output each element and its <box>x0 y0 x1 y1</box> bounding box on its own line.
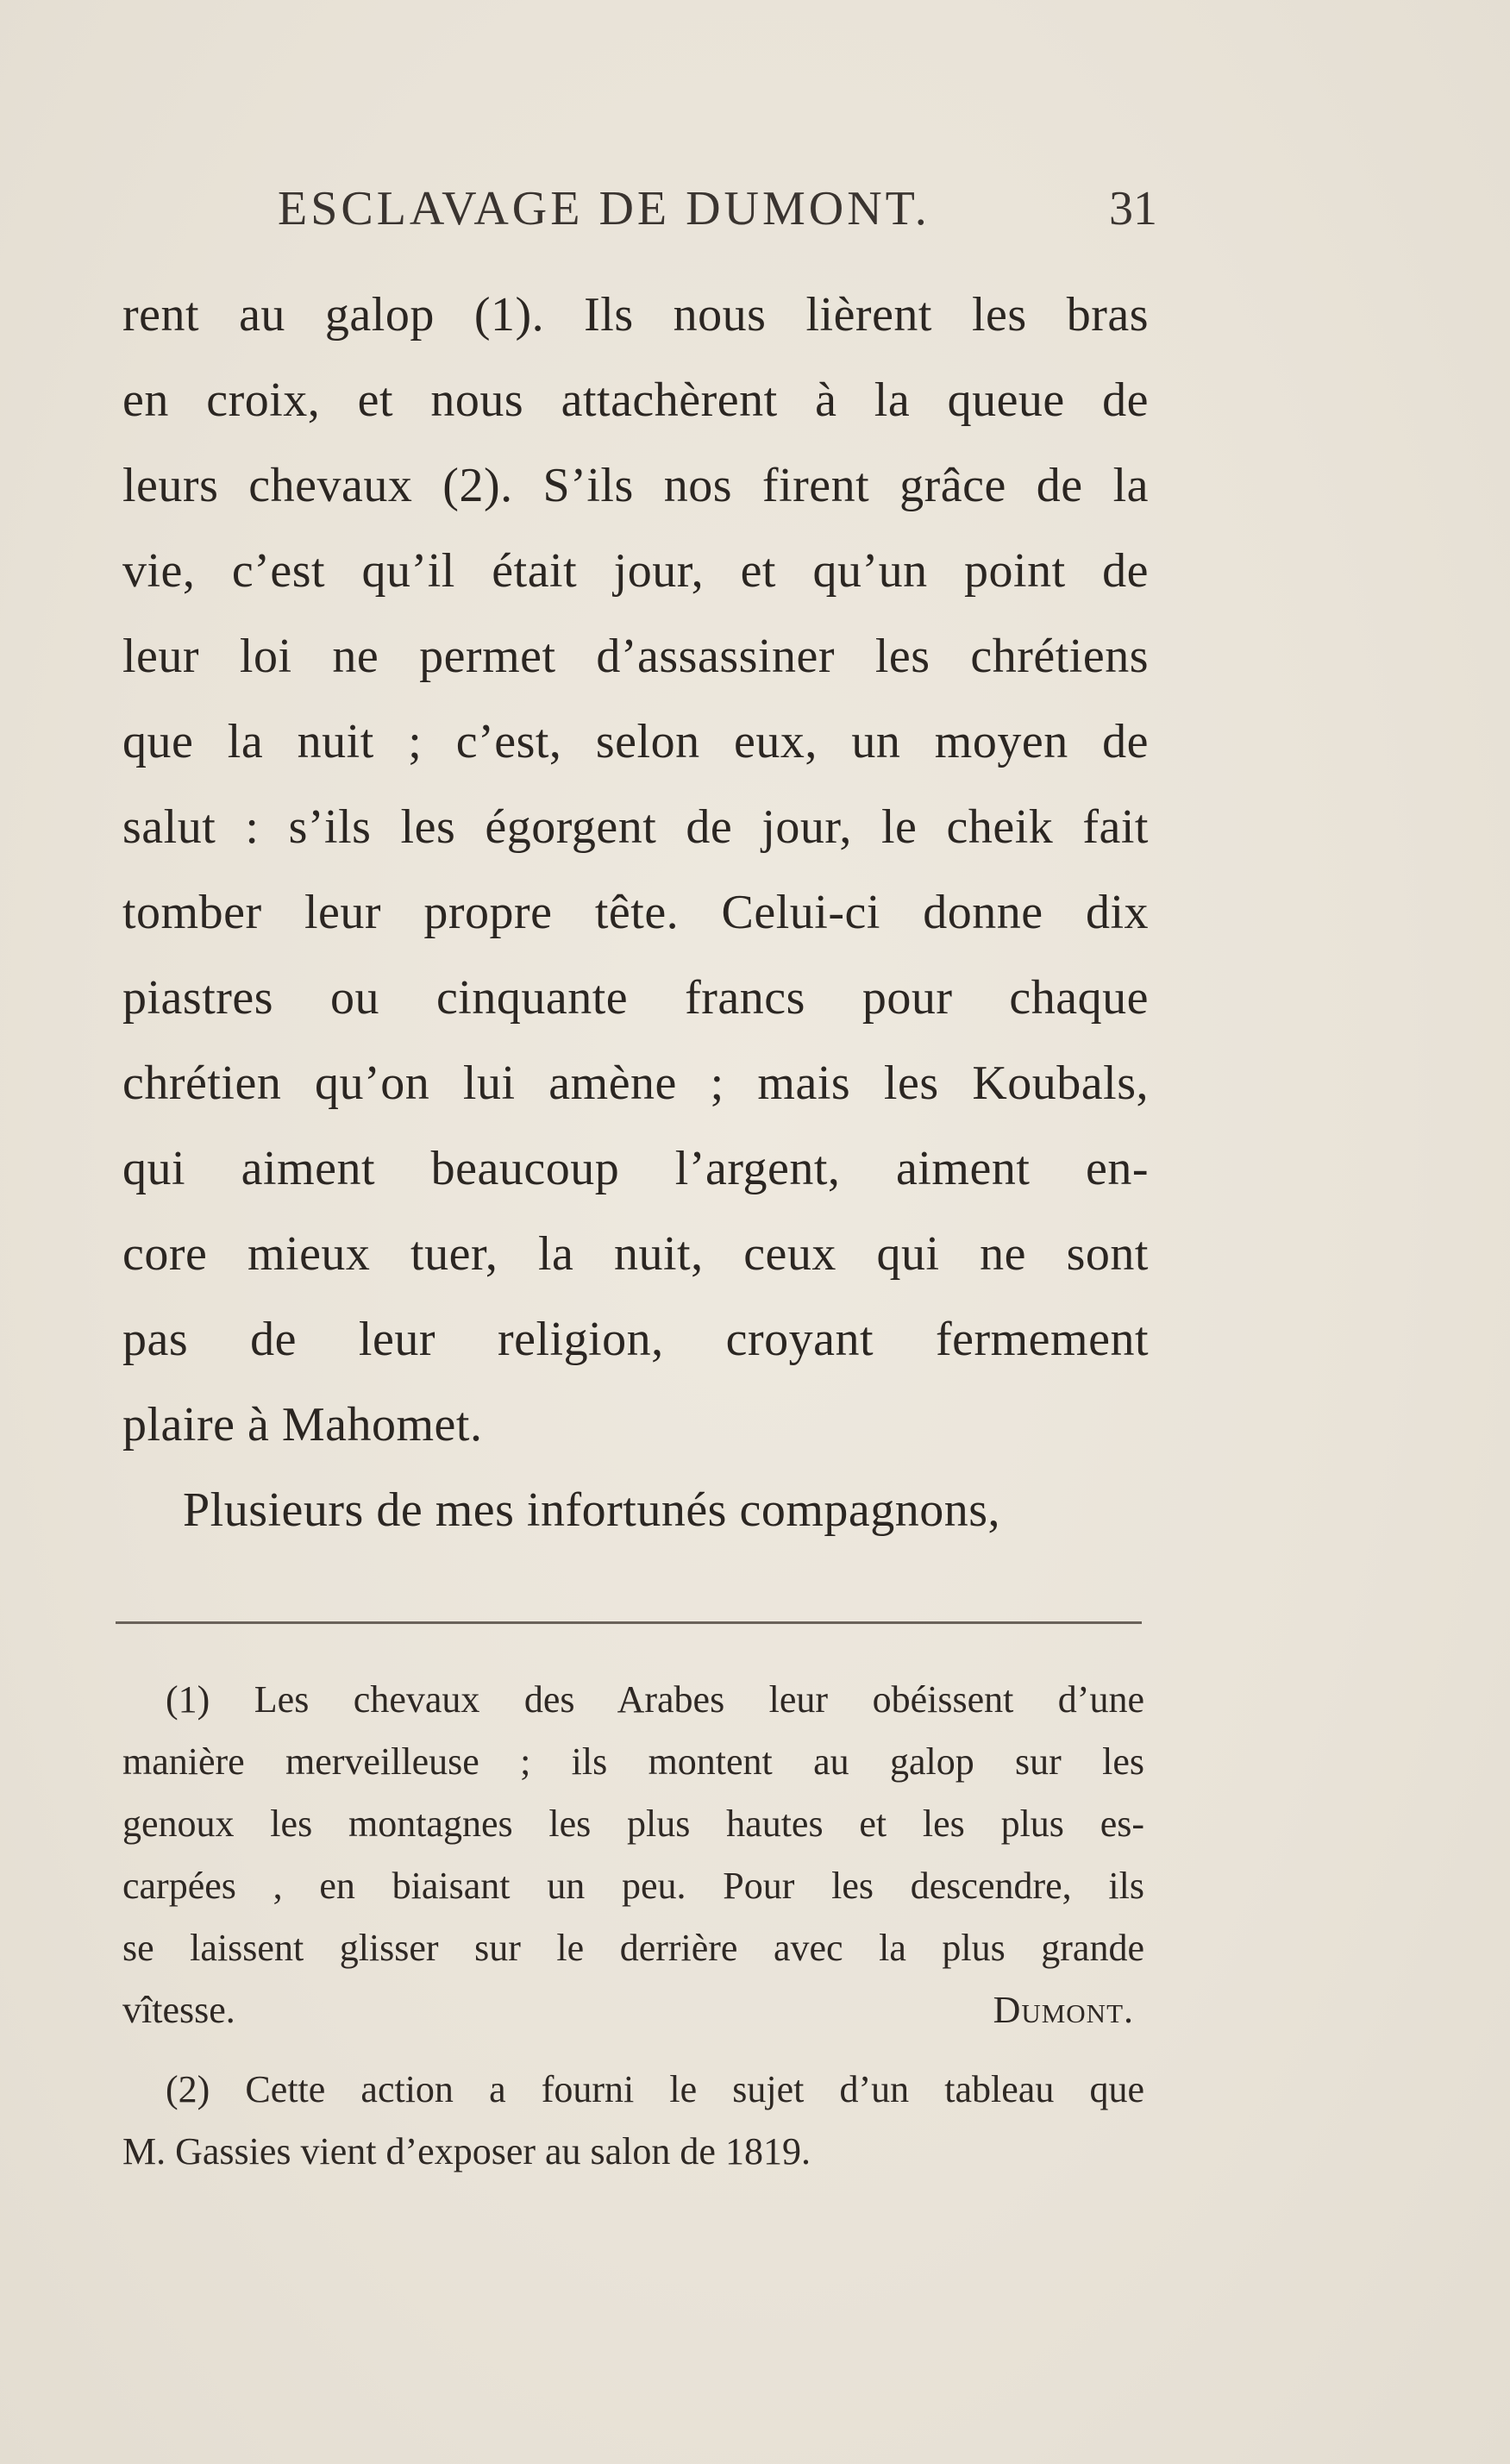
text-line: que la nuit ; c’est, selon eux, un moyen de <box>122 715 1149 768</box>
footnote-line: (2) Cette action a fourni le sujet d’un tableau que <box>166 2068 1144 2110</box>
text-line: qui aiment beaucoup l’argent, aiment en- <box>122 1142 1149 1195</box>
footnote-signature: Dumont. <box>993 1989 1134 2031</box>
footnote-line: carpées , en biaisant un peu. Pour les descendre, ils <box>122 1865 1144 1907</box>
page-number: 31 <box>1109 182 1157 235</box>
footnote-line: manière merveilleuse ; ils montent au galop sur les <box>122 1740 1144 1783</box>
text-line: plaire à Mahomet. <box>122 1398 483 1451</box>
text-line: rent au galop (1). Ils nous lièrent les bras <box>122 288 1149 342</box>
text-line: core mieux tuer, la nuit, ceux qui ne sont <box>122 1227 1149 1281</box>
footnote-signature-line <box>122 1979 1144 2041</box>
footnote-line: vîtesse. <box>122 1989 235 2031</box>
text-line: salut : s’ils les égorgent de jour, le cheik fait <box>122 800 1149 854</box>
text-line: pas de leur religion, croyant fermement <box>122 1313 1149 1366</box>
text-line: Plusieurs de mes infortunés compagnons, <box>183 1483 1001 1537</box>
footnote-1 <box>122 1669 1144 2041</box>
footnotes <box>122 1669 1144 2183</box>
footnote-line: se laissent glisser sur le derrière avec la plus grande <box>122 1927 1144 1969</box>
footnote-gap <box>122 2041 1144 2059</box>
text-line: chrétien qu’on lui amène ; mais les Koubals, <box>122 1056 1149 1110</box>
main-text <box>122 273 1149 1553</box>
footnote-line: (1) Les chevaux des Arabes leur obéissent d’une <box>166 1678 1144 1721</box>
text-line: piastres ou cinquante francs pour chaque <box>122 971 1149 1025</box>
footnote-line: M. Gassies vient d’exposer au salon de 1819. <box>122 2130 811 2172</box>
text-line: leurs chevaux (2). S’ils nos firent grâce de la <box>122 459 1149 512</box>
page-header <box>278 181 1157 241</box>
running-title: ESCLAVAGE DE DUMONT. <box>278 182 930 235</box>
footnote-separator <box>116 1621 1142 1624</box>
text-line: en croix, et nous attachèrent à la queue de <box>122 373 1149 427</box>
footnote-2 <box>122 2059 1144 2183</box>
text-line: leur loi ne permet d’assassiner les chrétiens <box>122 630 1149 683</box>
footnote-line: genoux les montagnes les plus hautes et les plus es- <box>122 1803 1144 1845</box>
text-line: vie, c’est qu’il était jour, et qu’un point de <box>122 544 1149 598</box>
text-line: tomber leur propre tête. Celui-ci donne dix <box>122 886 1149 939</box>
